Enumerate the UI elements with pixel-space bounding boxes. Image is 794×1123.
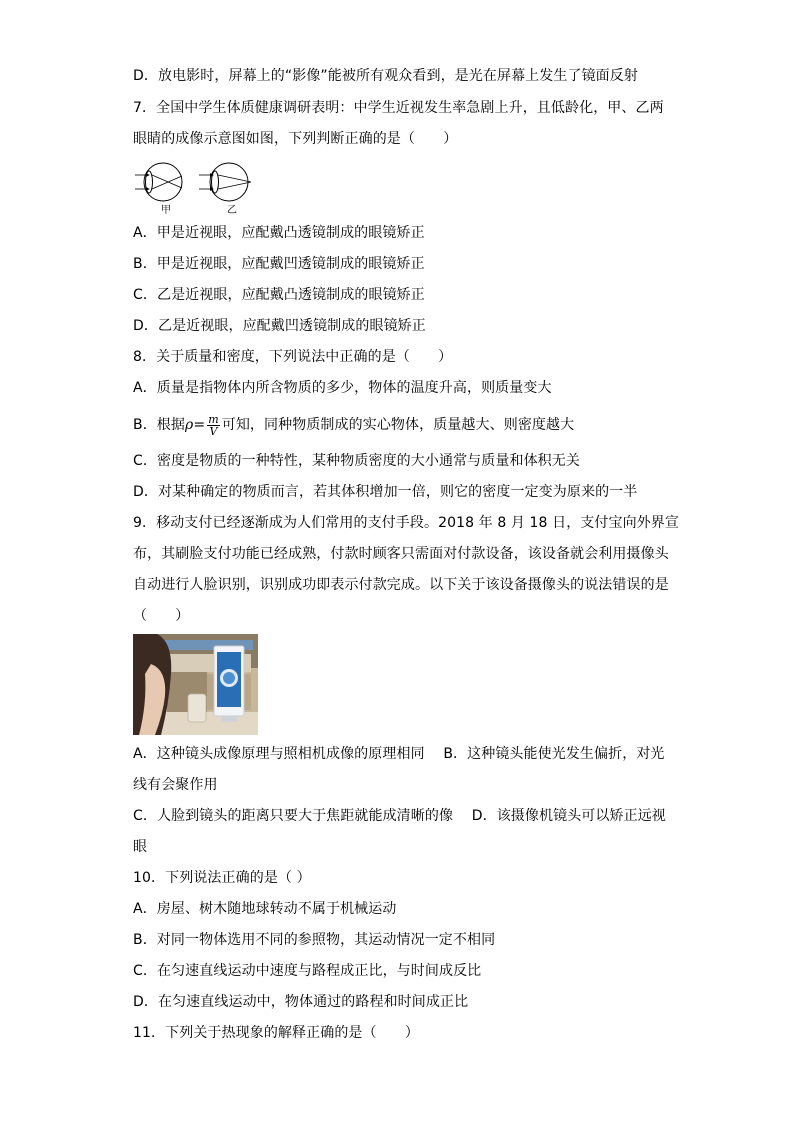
q11-stem: 11．下列关于热现象的解释正确的是（ ） — [133, 1025, 419, 1041]
q10-stem: 10．下列说法正确的是（ ） — [133, 870, 311, 886]
q10-option-c: C．在匀速直线运动中速度与路程成正比，与时间成反比 — [133, 963, 482, 979]
q9-option-cd-line-2: 眼 — [133, 839, 148, 855]
q7-option-c: C．乙是近视眼，应配戴凸透镜制成的眼镜矫正 — [133, 287, 425, 303]
eye-b-diagram — [199, 163, 251, 201]
q7-option-a: A．甲是近视眼，应配戴凸透镜制成的眼镜矫正 — [133, 225, 425, 241]
q9-stem-line-1: 9．移动支付已经逐渐成为人们常用的支付手段。2018 年 8 月 18 日，支付宝向外界宣 — [133, 515, 680, 531]
q7-option-b: B．甲是近视眼，应配戴凹透镜制成的眼镜矫正 — [133, 256, 425, 272]
eye-imaging-diagram — [133, 160, 258, 216]
density-symbol: ρ — [185, 417, 194, 433]
q8-option-c: C．密度是物质的一种特性，某种物质密度的大小通常与质量和体积无关 — [133, 453, 580, 469]
q8-option-d: D．对某种确定的物质而言，若其体积增加一倍，则它的密度一定变为原来的一半 — [133, 484, 638, 500]
eye-a-diagram — [135, 163, 182, 201]
q8-option-a: A．质量是指物体内所含物质的多少，物体的温度升高，则质量变大 — [133, 380, 552, 396]
formula-numerator: m — [208, 412, 219, 426]
q10-option-b: B．对同一物体选用不同的参照物，其运动情况一定不相同 — [133, 932, 496, 948]
q9-stem-line-3: 自动进行人脸识别，识别成功即表示付款完成。以下关于该设备摄像头的说法错误的是 — [133, 577, 669, 593]
q9-stem-line-2: 布，其刷脸支付功能已经成熟，付款时顾客只需面对付款设备，该设备就会利用摄像头 — [133, 546, 669, 562]
q10-option-d: D．在匀速直线运动中，物体通过的路程和时间成正比 — [133, 994, 469, 1010]
q6-option-d: D．放电影时，屏幕上的“影像”能被所有观众看到，是光在屏幕上发生了镜面反射 — [133, 68, 638, 84]
eye-a-label: 甲 — [161, 205, 171, 216]
q10-option-a: A．房屋、树木随地球转动不属于机械运动 — [133, 901, 397, 917]
equals-sign: = — [193, 417, 206, 433]
q8-option-b-prefix: B．根据 — [133, 417, 186, 433]
q7-stem-line-2: 眼睛的成像示意图如图，下列判断正确的是（ ） — [133, 131, 458, 147]
q9-stem-line-4: （ ） — [133, 608, 190, 624]
q7-option-d: D．乙是近视眼，应配戴凹透镜制成的眼镜矫正 — [133, 318, 426, 334]
density-formula-fraction — [207, 414, 220, 437]
eye-b-label: 乙 — [227, 205, 237, 216]
q9-option-ab-line-2: 线有会聚作用 — [133, 777, 218, 793]
q8-option-b — [133, 412, 574, 438]
q9-option-ab-line-1: A．这种镜头成像原理与照相机成像的原理相同 B．这种镜头能使光发生偏折，对光 — [133, 746, 665, 762]
q8-option-b-suffix: 可知，同种物质制成的实心物体，质量越大、则密度越大 — [221, 417, 575, 433]
q8-stem: 8．关于质量和密度，下列说法中正确的是（ ） — [133, 349, 453, 365]
face-payment-photo — [133, 634, 258, 735]
q7-stem-line-1: 7．全国中学生体质健康调研表明：中学生近视发生率急剧上升，且低龄化，甲、乙两 — [133, 100, 664, 116]
q9-option-cd-line-1: C．人脸到镜头的距离只要大于焦距就能成清晰的像 D．该摄像机镜头可以矫正远视 — [133, 808, 666, 824]
formula-denominator: V — [209, 424, 218, 438]
